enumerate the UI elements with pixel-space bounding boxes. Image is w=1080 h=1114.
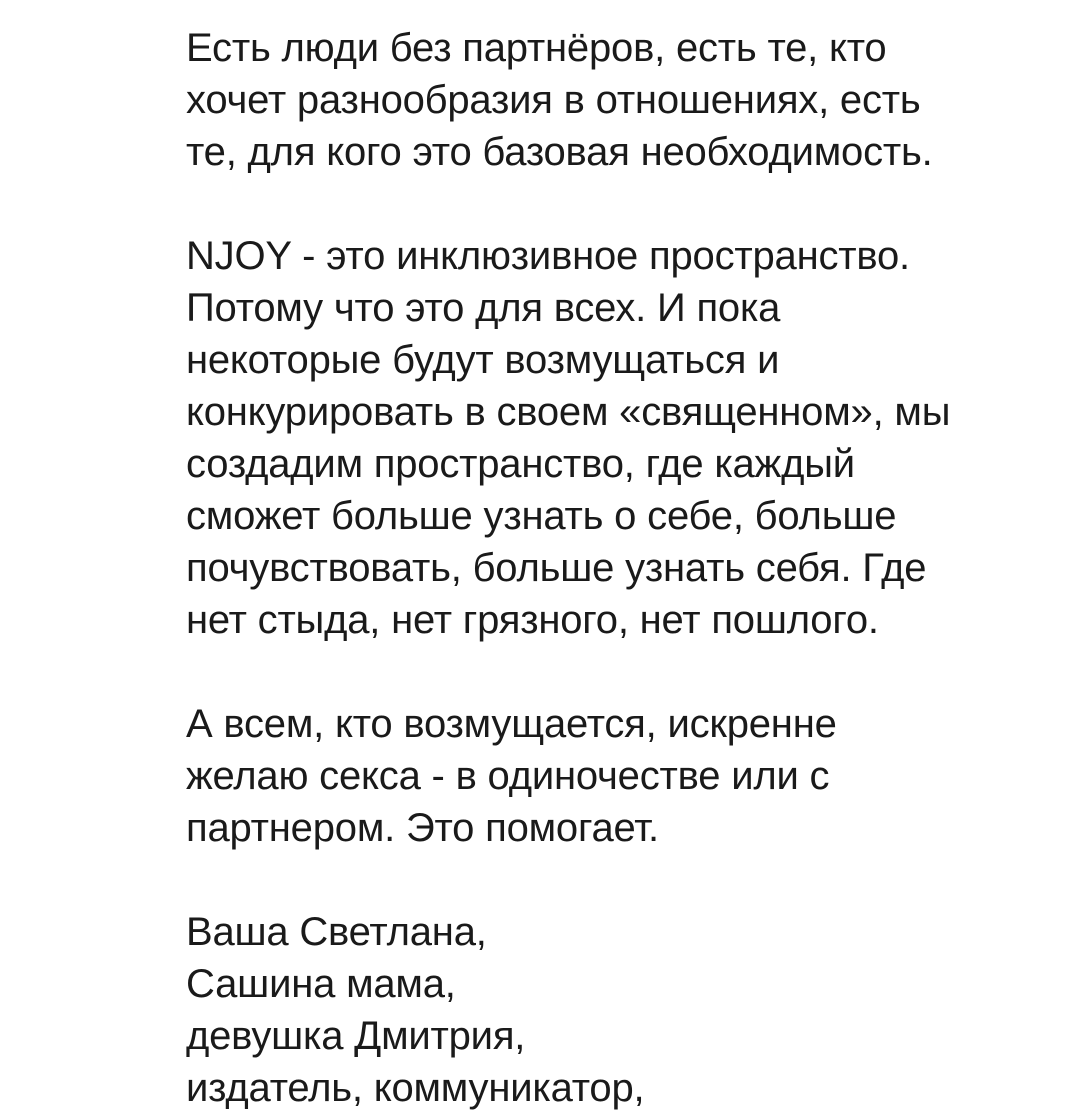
text-line: создадим пространство, где каждый: [186, 442, 855, 486]
text-line: почувствовать, больше узнать себя. Где: [186, 546, 927, 590]
signature-line: издатель, коммуникатор,: [186, 1066, 645, 1110]
text-line: Потому что это для всех. И пока: [186, 286, 781, 330]
paragraph-wish: [186, 698, 1066, 854]
text-line: хочет разнообразия в отношениях, есть: [186, 78, 921, 122]
signature-line: Ваша Светлана,: [186, 910, 487, 954]
signature-line: Сашина мама,: [186, 962, 456, 1006]
paragraph-intro: [186, 22, 1066, 178]
text-line: нет стыда, нет грязного, нет пошлого.: [186, 598, 879, 642]
text-line: сможет больше узнать о себе, больше: [186, 494, 897, 538]
text-line: конкурировать в своем «священном», мы: [186, 390, 951, 434]
text-line: Есть люди без партнёров, есть те, кто: [186, 26, 887, 70]
text-line: партнером. Это помогает.: [186, 806, 659, 850]
text-line: желаю секса - в одиночестве или с: [186, 754, 830, 798]
paragraph-njoy: [186, 230, 1066, 646]
post-text: [186, 22, 1066, 1114]
text-line: те, для кого это базовая необходимость.: [186, 130, 933, 174]
text-line: А всем, кто возмущается, искренне: [186, 702, 837, 746]
signature-line: девушка Дмитрия,: [186, 1014, 526, 1058]
text-line: некоторые будут возмущаться и: [186, 338, 780, 382]
paragraph-signature: [186, 906, 1066, 1114]
text-line: NJOY - это инклюзивное пространство.: [186, 234, 910, 278]
